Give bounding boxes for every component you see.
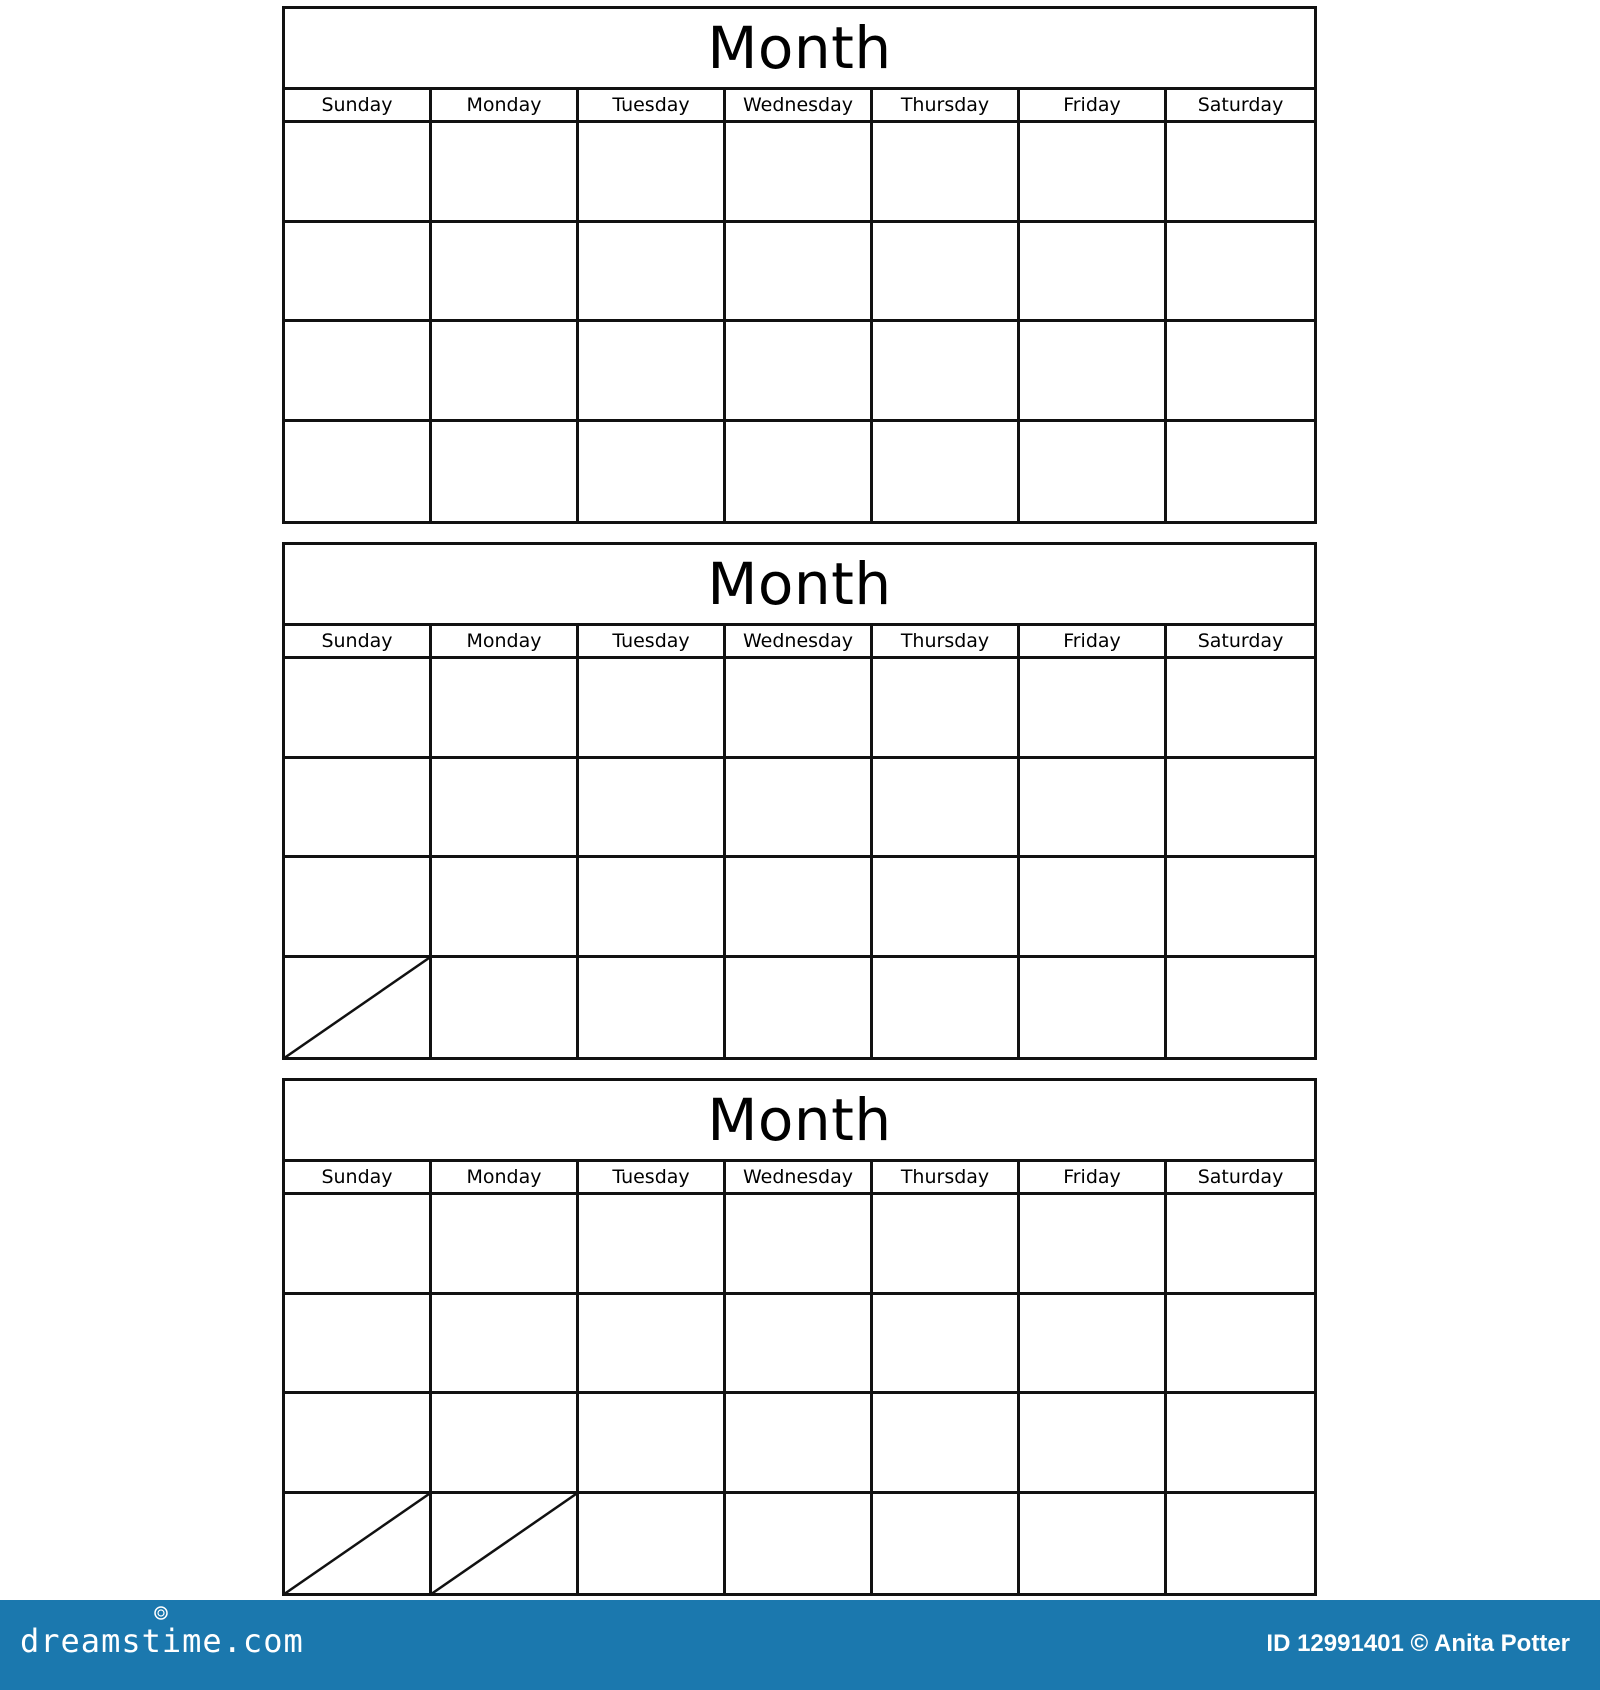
day-cell (873, 759, 1020, 859)
split-cell-diagonal (285, 1494, 429, 1594)
day-name-friday: Friday (1020, 1162, 1167, 1192)
day-cell (579, 123, 726, 223)
day-cell (579, 223, 726, 323)
day-cell (873, 858, 1020, 958)
day-grid (285, 659, 1314, 1057)
day-name-saturday: Saturday (1197, 1166, 1284, 1188)
copyright-author: © Anita Potter (1410, 1630, 1570, 1657)
day-cell (726, 759, 873, 859)
day-cell (1020, 1295, 1167, 1395)
day-cell (285, 759, 432, 859)
day-name-wednesday: Wednesday (726, 1162, 873, 1192)
day-name-thursday: Thursday (873, 1162, 1020, 1192)
day-name-wednesday: Wednesday (726, 626, 873, 656)
day-cell (1020, 1494, 1167, 1594)
day-cell (285, 123, 432, 223)
day-cell (285, 958, 432, 1058)
day-name-friday: Friday (1020, 90, 1167, 120)
day-cell (873, 422, 1020, 522)
day-grid (285, 1195, 1314, 1593)
day-cell (432, 1494, 579, 1594)
day-cell (285, 1394, 432, 1494)
day-cell (726, 858, 873, 958)
day-cell (285, 858, 432, 958)
day-cell (432, 123, 579, 223)
day-cell (873, 322, 1020, 422)
day-name-tuesday: Tuesday (579, 90, 726, 120)
day-name-wednesday: Wednesday (726, 90, 873, 120)
day-name-sunday: Sunday (285, 1162, 432, 1192)
day-cell (1020, 422, 1167, 522)
day-cell (285, 1494, 432, 1594)
day-cell (873, 659, 1020, 759)
day-name-saturday: Saturday (1197, 630, 1284, 652)
day-cell (432, 958, 579, 1058)
day-cell (1020, 1394, 1167, 1494)
split-cell-diagonal (285, 958, 429, 1058)
day-header-row (285, 1162, 1314, 1195)
day-cell (432, 1195, 579, 1295)
day-cell (579, 759, 726, 859)
day-cell (726, 422, 873, 522)
day-cell (1167, 858, 1314, 958)
day-cell (1167, 659, 1314, 759)
day-cell (873, 1494, 1020, 1594)
day-cell (1020, 322, 1167, 422)
day-name-tuesday: Tuesday (579, 1162, 726, 1192)
day-name-friday: Friday (1020, 626, 1167, 656)
calendar-1 (282, 6, 1317, 524)
day-cell (726, 223, 873, 323)
month-title: Month (285, 9, 1314, 90)
day-cell (1167, 422, 1314, 522)
day-cell (432, 759, 579, 859)
day-cell (1167, 1494, 1314, 1594)
day-cell (1020, 958, 1167, 1058)
day-cell (726, 1494, 873, 1594)
day-cell (579, 1295, 726, 1395)
day-cell (432, 659, 579, 759)
day-cell (873, 223, 1020, 323)
day-cell (1020, 223, 1167, 323)
day-cell (873, 1394, 1020, 1494)
day-grid (285, 123, 1314, 521)
day-cell (432, 223, 579, 323)
day-cell (1167, 759, 1314, 859)
day-cell (1020, 123, 1167, 223)
day-cell (1167, 958, 1314, 1058)
day-cell (1167, 123, 1314, 223)
day-cell (726, 1394, 873, 1494)
brand-logo-text[interactable]: dreamstime.com (20, 1622, 304, 1660)
day-cell (285, 223, 432, 323)
day-cell (285, 322, 432, 422)
image-id: ID 12991401 (1266, 1630, 1404, 1657)
day-cell (579, 958, 726, 1058)
day-cell (873, 1295, 1020, 1395)
day-cell (1167, 1295, 1314, 1395)
day-cell (726, 1295, 873, 1395)
day-cell (432, 1295, 579, 1395)
day-cell (432, 322, 579, 422)
day-cell (1167, 223, 1314, 323)
day-cell (432, 1394, 579, 1494)
day-cell (432, 422, 579, 522)
day-cell (1167, 322, 1314, 422)
calendar-2 (282, 542, 1317, 1060)
image-credit (1266, 1630, 1570, 1658)
spiral-logo-icon (154, 1606, 168, 1620)
day-cell (579, 422, 726, 522)
split-cell-diagonal (432, 1494, 576, 1594)
day-name-sunday: Sunday (285, 626, 432, 656)
watermark-footer (0, 1600, 1600, 1690)
day-cell (285, 1295, 432, 1395)
day-cell (873, 123, 1020, 223)
day-name-monday: Monday (432, 626, 579, 656)
day-cell (579, 1494, 726, 1594)
day-cell (726, 322, 873, 422)
day-name-sunday: Sunday (285, 90, 432, 120)
day-name-thursday: Thursday (873, 90, 1020, 120)
day-cell (579, 858, 726, 958)
day-header-row (285, 90, 1314, 123)
day-name-monday: Monday (432, 90, 579, 120)
day-cell (432, 858, 579, 958)
day-header-row (285, 626, 1314, 659)
day-cell (285, 422, 432, 522)
calendar-3 (282, 1078, 1317, 1596)
day-cell (726, 659, 873, 759)
day-cell (1167, 1394, 1314, 1494)
day-cell (1020, 858, 1167, 958)
day-name-thursday: Thursday (873, 626, 1020, 656)
month-title: Month (285, 545, 1314, 626)
day-cell (1020, 659, 1167, 759)
day-cell (726, 123, 873, 223)
day-cell (579, 659, 726, 759)
day-cell (1020, 759, 1167, 859)
month-title: Month (285, 1081, 1314, 1162)
day-name-tuesday: Tuesday (579, 626, 726, 656)
day-cell (285, 659, 432, 759)
day-cell (1020, 1195, 1167, 1295)
day-cell (579, 1195, 726, 1295)
day-cell (579, 322, 726, 422)
day-cell (726, 958, 873, 1058)
day-cell (285, 1195, 432, 1295)
day-cell (579, 1394, 726, 1494)
day-cell (873, 1195, 1020, 1295)
day-cell (873, 958, 1020, 1058)
day-name-monday: Monday (432, 1162, 579, 1192)
day-cell (1167, 1195, 1314, 1295)
day-cell (726, 1195, 873, 1295)
day-name-saturday: Saturday (1197, 94, 1284, 116)
